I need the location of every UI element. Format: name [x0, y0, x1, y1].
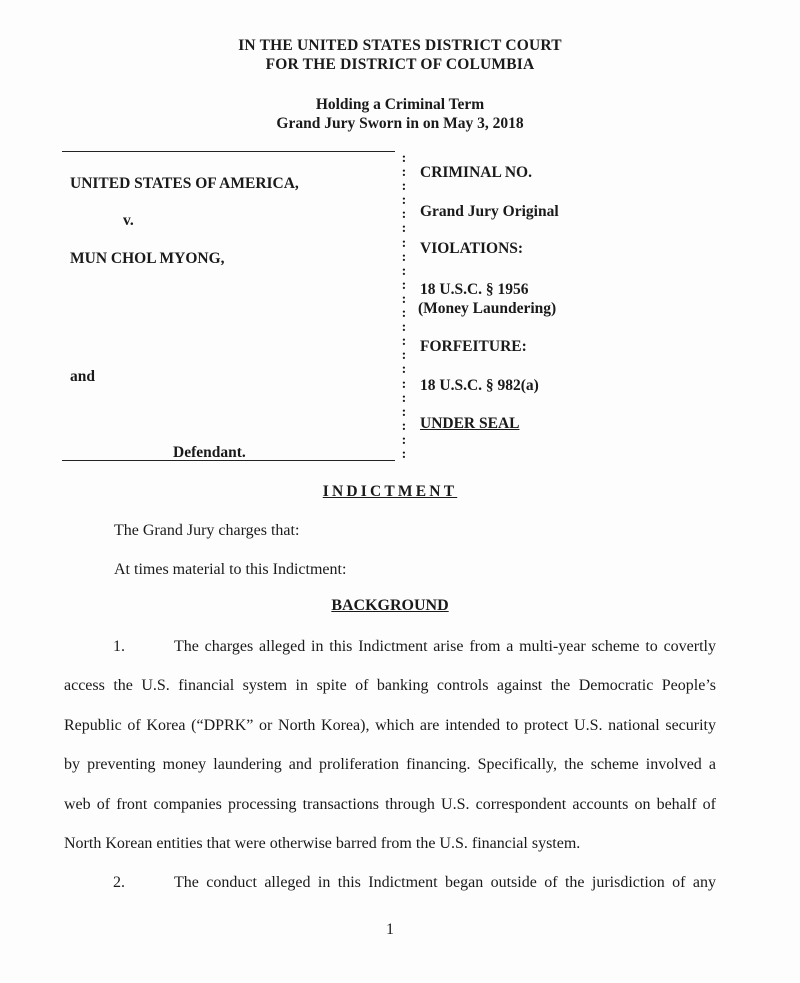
paragraph-1-number: 1. [113, 638, 125, 655]
paragraph-1 [64, 637, 716, 873]
term-heading [0, 95, 800, 133]
page-number: 1 [386, 921, 394, 938]
paragraph-2 [64, 873, 716, 912]
term-heading-line-2: Grand Jury Sworn in on May 3, 2018 [276, 115, 524, 132]
caption-versus: v. [123, 212, 134, 229]
caption-plaintiff: UNITED STATES OF AMERICA, [70, 175, 299, 192]
caption-defendant-name: MUN CHOL MYONG, [70, 250, 225, 267]
caption-grand-jury: Grand Jury Original [420, 203, 559, 220]
caption-colon-divider: : : : : : : : : : : : : : : : : : : : : : : [401, 152, 407, 462]
paragraph-2-number: 2. [113, 874, 125, 891]
court-heading-line-2: FOR THE DISTRICT OF COLUMBIA [265, 56, 535, 73]
intro-grand-jury-charges: The Grand Jury charges that: [114, 522, 300, 539]
paragraph-1-line: by preventing money laundering and proliferation financing. Specifically, the scheme involved a [64, 756, 716, 774]
caption-under-seal: UNDER SEAL [420, 415, 520, 432]
caption-criminal-no: CRIMINAL NO. [420, 164, 532, 181]
caption-statute-1-description: (Money Laundering) [418, 300, 557, 317]
caption-forfeiture: FORFEITURE: [420, 338, 527, 355]
background-heading: BACKGROUND [331, 597, 449, 614]
caption-and: and [70, 368, 95, 385]
paragraph-1-line: The charges alleged in this Indictment arise from a multi-year scheme to covertly [174, 638, 716, 655]
court-heading-line-1: IN THE UNITED STATES DISTRICT COURT [238, 37, 562, 54]
caption-violations: VIOLATIONS: [420, 240, 524, 257]
indictment-heading: INDICTMENT [322, 483, 458, 500]
intro-times-material: At times material to this Indictment: [114, 561, 347, 578]
caption-top-rule [62, 151, 395, 152]
court-heading [0, 36, 800, 74]
caption-statute-2: 18 U.S.C. § 982(a) [420, 377, 539, 394]
term-heading-line-1: Holding a Criminal Term [315, 96, 485, 113]
caption-defendant-label: Defendant. [173, 444, 246, 461]
paragraph-1-line: Republic of Korea (“DPRK” or North Korea), which are intended to protect U.S. national security [64, 716, 716, 734]
caption-statute-1: 18 U.S.C. § 1956 [420, 281, 529, 298]
paragraph-2-line: The conduct alleged in this Indictment began outside of the jurisdiction of any [174, 874, 716, 891]
paragraph-1-line: access the U.S. financial system in spite of banking controls against the Democratic People’s [64, 677, 716, 695]
paragraph-1-line: web of front companies processing transactions through U.S. correspondent accounts on behalf of [64, 795, 716, 813]
paragraph-1-line: North Korean entities that were otherwise barred from the U.S. financial system. [64, 834, 581, 852]
